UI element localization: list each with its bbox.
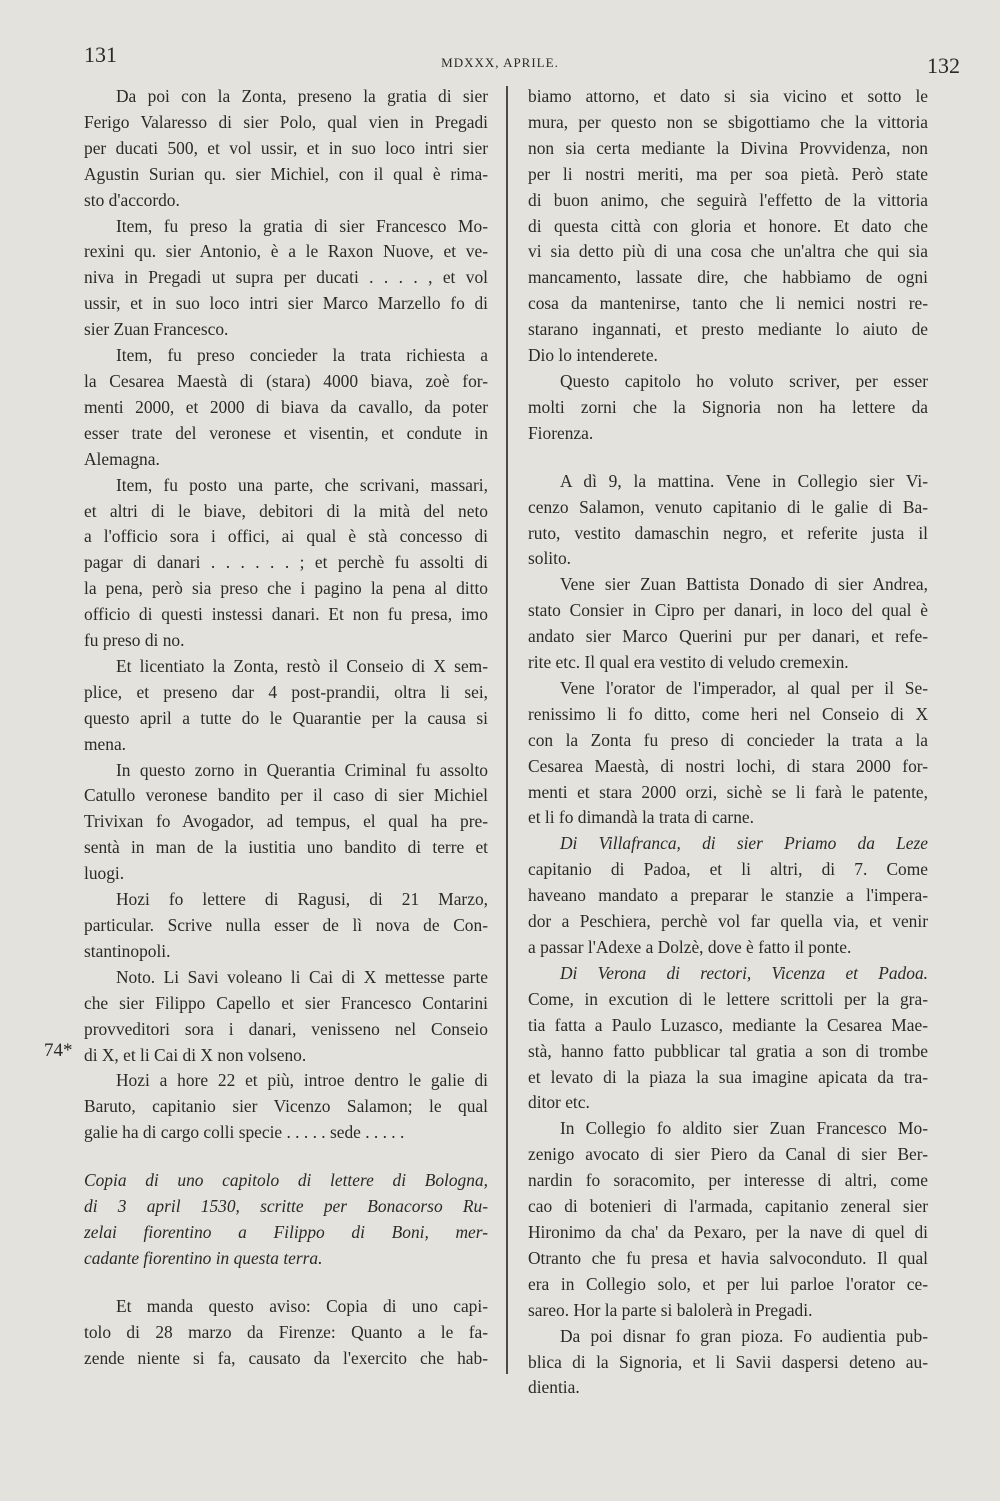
text-line: Hozi a hore 22 et più, introe dentro le galie di	[116, 1070, 488, 1091]
text-line: Da poi disnar fo gran pioza. Fo audientia pub-	[560, 1325, 928, 1346]
text-line: con la Zonta fu preso di concieder la trata a la	[528, 729, 928, 750]
right-text-column	[528, 84, 928, 1401]
text-line: dientia.	[528, 1377, 580, 1398]
text-line: Item, fu preso la gratia di sier Francesco Mo-	[116, 215, 488, 236]
text-line: Otranto che fu presa et havia salvoconduto. Il qual	[528, 1247, 928, 1268]
text-line: cao di botenieri di l'armada, capitanio zeneral sier	[528, 1196, 928, 1217]
text-line: tolo di 28 marzo da Firenze: Quanto a le fa-	[84, 1321, 488, 1342]
text-line: Agustin Surian qu. sier Michiel, con il qual è rima-	[84, 163, 488, 184]
text-line: menti et stara 2000 orzi, sichè se li farà le patente,	[528, 781, 928, 802]
text-line: che sier Filippo Capello et sier Francesco Contarini	[84, 992, 488, 1013]
left-text-column	[84, 84, 488, 1372]
text-line: zenigo avocato di sier Piero da Canal di sier Ber-	[528, 1144, 928, 1165]
text-line: Catullo veronese bandito per il caso di sier Michiel	[84, 785, 488, 806]
text-line: niva in Pregadi ut supra per ducati . . . . , et vol	[84, 267, 488, 288]
text-line: Et manda questo aviso: Copia di uno capi-	[116, 1295, 488, 1316]
text-line: et altri di le biave, debitori di la mità del neto	[84, 500, 488, 521]
text-line: starano ingannati, et presto mediante lo aiuto de	[528, 319, 928, 340]
text-line: Copia di uno capitolo di lettere di Bologna,	[84, 1170, 488, 1191]
text-line: mura, per questo non se sbigottiamo che la vittoria	[528, 111, 928, 132]
text-line: et li fo dimandà la trata di carne.	[528, 807, 754, 828]
text-line: Cesarea Maestà, di nostri lochi, di stara 2000 for-	[528, 755, 928, 776]
text-line: In questo zorno in Querantia Criminal fu assolto	[116, 759, 488, 780]
text-line: capitanio di Padoa, et li altri, di 7. Come	[528, 859, 928, 880]
text-line: sentà in man de la iustitia uno bandito di terre et	[84, 837, 488, 858]
text-line: tia fatta a Paulo Luzasco, mediante la Cesarea Mae-	[528, 1014, 928, 1035]
text-line: di 3 april 1530, scritte per Bonacorso Ru-	[84, 1196, 488, 1217]
text-line: non sia certa mediante la Divina Provvidenza, non	[528, 137, 928, 158]
text-line: Noto. Li Savi voleano li Cai di X mettesse parte	[116, 966, 488, 987]
text-line: mena.	[84, 733, 127, 754]
text-line: a passar l'Adexe a Dolzè, dove è fatto il ponte.	[528, 937, 852, 957]
text-line: Di Villafranca, di sier Priamo da Leze	[560, 833, 928, 854]
paragraph-gap	[84, 1272, 488, 1294]
text-line: provveditori sora i danari, venisseno nel Conseio	[84, 1018, 488, 1039]
text-line: a l'officio sora i offici, ai qual è stà concesso di	[84, 526, 488, 547]
page-number-right: 132	[927, 53, 960, 78]
text-line: In Collegio fo aldito sier Zuan Francesco Mo-	[560, 1118, 928, 1139]
text-line: et levato di la piaza la sua imagine apicata da tra-	[528, 1066, 928, 1087]
text-line: Di Verona di rectori, Vicenza et Padoa.	[560, 962, 928, 983]
text-line: fu preso di no.	[84, 630, 185, 651]
text-line: sier Zuan Francesco.	[84, 319, 229, 340]
text-line: vi sia detto più di una cosa che un'altra che qui sia	[528, 241, 928, 262]
text-line: cenzo Salamon, venuto capitanio di le galie di Ba-	[528, 496, 928, 517]
text-line: stà, hanno fatto pubblicar tal gratia a son di trombe	[528, 1040, 928, 1061]
text-line: sareo. Hor la parte si balolerà in Pregadi.	[528, 1299, 813, 1320]
text-line: plice, et preseno dar 4 post-prandii, oltra li sei,	[84, 681, 488, 702]
text-line: Dio lo intenderete.	[528, 345, 658, 366]
text-line: dor a Peschiera, perchè vol far quella via, et venir	[528, 911, 928, 932]
text-line: stantinopoli.	[84, 940, 171, 961]
text-line: stato Consier in Cipro per danari, in loco del qual è	[528, 600, 928, 621]
text-line: sto d'accordo.	[84, 189, 180, 210]
text-line: esser trate del veronese et visentin, et condute in	[84, 422, 488, 443]
text-line: Questo capitolo ho voluto scriver, per esser	[560, 370, 928, 391]
text-line: molti zorni che la Signoria non ha lettere da	[528, 396, 928, 417]
text-line: officio di questi instessi danari. Et non fu presa, imo	[84, 604, 488, 625]
text-line: di buon animo, che seguirà l'effetto de la vittoria	[528, 189, 928, 210]
text-line: andato sier Marco Querini pur per danari, et refe-	[528, 626, 928, 647]
text-line: Baruto, capitanio sier Vicenzo Salamon; le qual	[84, 1096, 488, 1117]
text-line: Vene l'orator de l'imperador, al qual per il Se-	[560, 677, 928, 698]
text-line: la pena, però sia preso che i pagino la pena al ditto	[84, 578, 488, 599]
text-line: ruto, vestito damaschin negro, et referite justa il	[528, 522, 928, 543]
text-line: particular. Scrive nulla esser de lì nova de Con-	[84, 915, 488, 935]
text-line: zelai fiorentino a Filippo di Boni, mer-	[84, 1221, 488, 1242]
text-line: per li nostri meriti, ma per soa pietà. Però state	[528, 163, 928, 184]
column-divider	[506, 86, 508, 1374]
text-line: la Cesarea Maestà di (stara) 4000 biava, zoè for-	[84, 370, 488, 391]
text-line: cosa da mantenirse, tanto che li nemici nostri re-	[528, 293, 928, 314]
running-title: MDXXX, APRILE.	[441, 55, 559, 70]
text-line: blica di la Signoria, et li Savii daspersi deteno au-	[528, 1351, 928, 1372]
text-line: Item, fu posto una parte, che scrivani, massari,	[116, 474, 488, 495]
text-line: Trivixan fo Avogador, ad tempus, el qual ha pre-	[84, 811, 488, 832]
text-line: Alemagna.	[84, 448, 160, 469]
text-line: Da poi con la Zonta, preseno la gratia di sier	[116, 86, 488, 106]
text-line: nardin fo soracomito, per interesse di altri, come	[528, 1170, 928, 1191]
text-line: Fiorenza.	[528, 422, 594, 443]
text-line: A dì 9, la mattina. Vene in Collegio sier Vi-	[560, 470, 928, 491]
text-line: menti 2000, et 2000 di biava da cavallo, da poter	[84, 396, 488, 417]
text-line: mancamento, lassate dire, che habbiamo de ogni	[528, 267, 928, 288]
text-line: rexini qu. sier Antonio, è a le Raxon Nuove, et ve-	[84, 241, 488, 262]
text-line: Vene sier Zuan Battista Donado di sier Andrea,	[560, 574, 928, 595]
margin-folio-note: 74*	[44, 1040, 73, 1061]
text-line: per ducati 500, et vol ussir, et in suo loco intri sier	[84, 137, 488, 158]
text-line: solito.	[528, 548, 572, 569]
text-line: biamo attorno, et dato si sia vicino et sotto le	[528, 86, 928, 106]
text-line: zende niente si fa, causato da l'exercito che hab-	[84, 1347, 488, 1368]
text-line: rite etc. Il qual era vestito di veludo cremexin.	[528, 652, 849, 673]
text-line: ditor etc.	[528, 1092, 590, 1113]
text-line: pagar di danari . . . . . . ; et perchè fu assolti di	[84, 552, 488, 573]
text-line: questo april a tutte do le Quarantie per la causa si	[84, 707, 488, 728]
text-line: luogi.	[84, 863, 125, 884]
text-line: Item, fu preso concieder la trata richiesta a	[116, 345, 488, 366]
text-line: Ferigo Valaresso di sier Polo, qual vien in Pregadi	[84, 111, 488, 132]
text-line: renissimo li fo ditto, come heri nel Conseio di X	[528, 703, 928, 724]
text-line: di questa città con gloria et honore. Et dato che	[528, 215, 928, 236]
paragraph-gap	[528, 447, 928, 469]
text-line: Come, in excution di le lettere scrittoli per la gra-	[528, 988, 928, 1009]
text-line: Hironimo da cha' da Pexaro, per la nave di quel di	[528, 1221, 928, 1242]
paragraph-gap	[84, 1146, 488, 1168]
text-line: Et licentiato la Zonta, restò il Conseio di X sem-	[116, 655, 488, 676]
text-line: era in Collegio solo, et per lui parloe l'orator ce-	[528, 1273, 928, 1294]
text-line: Hozi fo lettere di Ragusi, di 21 Marzo,	[116, 889, 488, 910]
page-number-left: 131	[84, 42, 117, 67]
text-line: cadante fiorentino in questa terra.	[84, 1247, 323, 1268]
text-line: di X, et li Cai di X non volseno.	[84, 1044, 307, 1065]
text-line: haveano mandato a preparar le stanzie a l'impera-	[528, 885, 928, 906]
text-line: galie ha di cargo colli specie . . . . . sede . . . . .	[84, 1122, 405, 1143]
text-line: ussir, et in suo loco intri sier Marco Marzello fo di	[84, 293, 488, 314]
